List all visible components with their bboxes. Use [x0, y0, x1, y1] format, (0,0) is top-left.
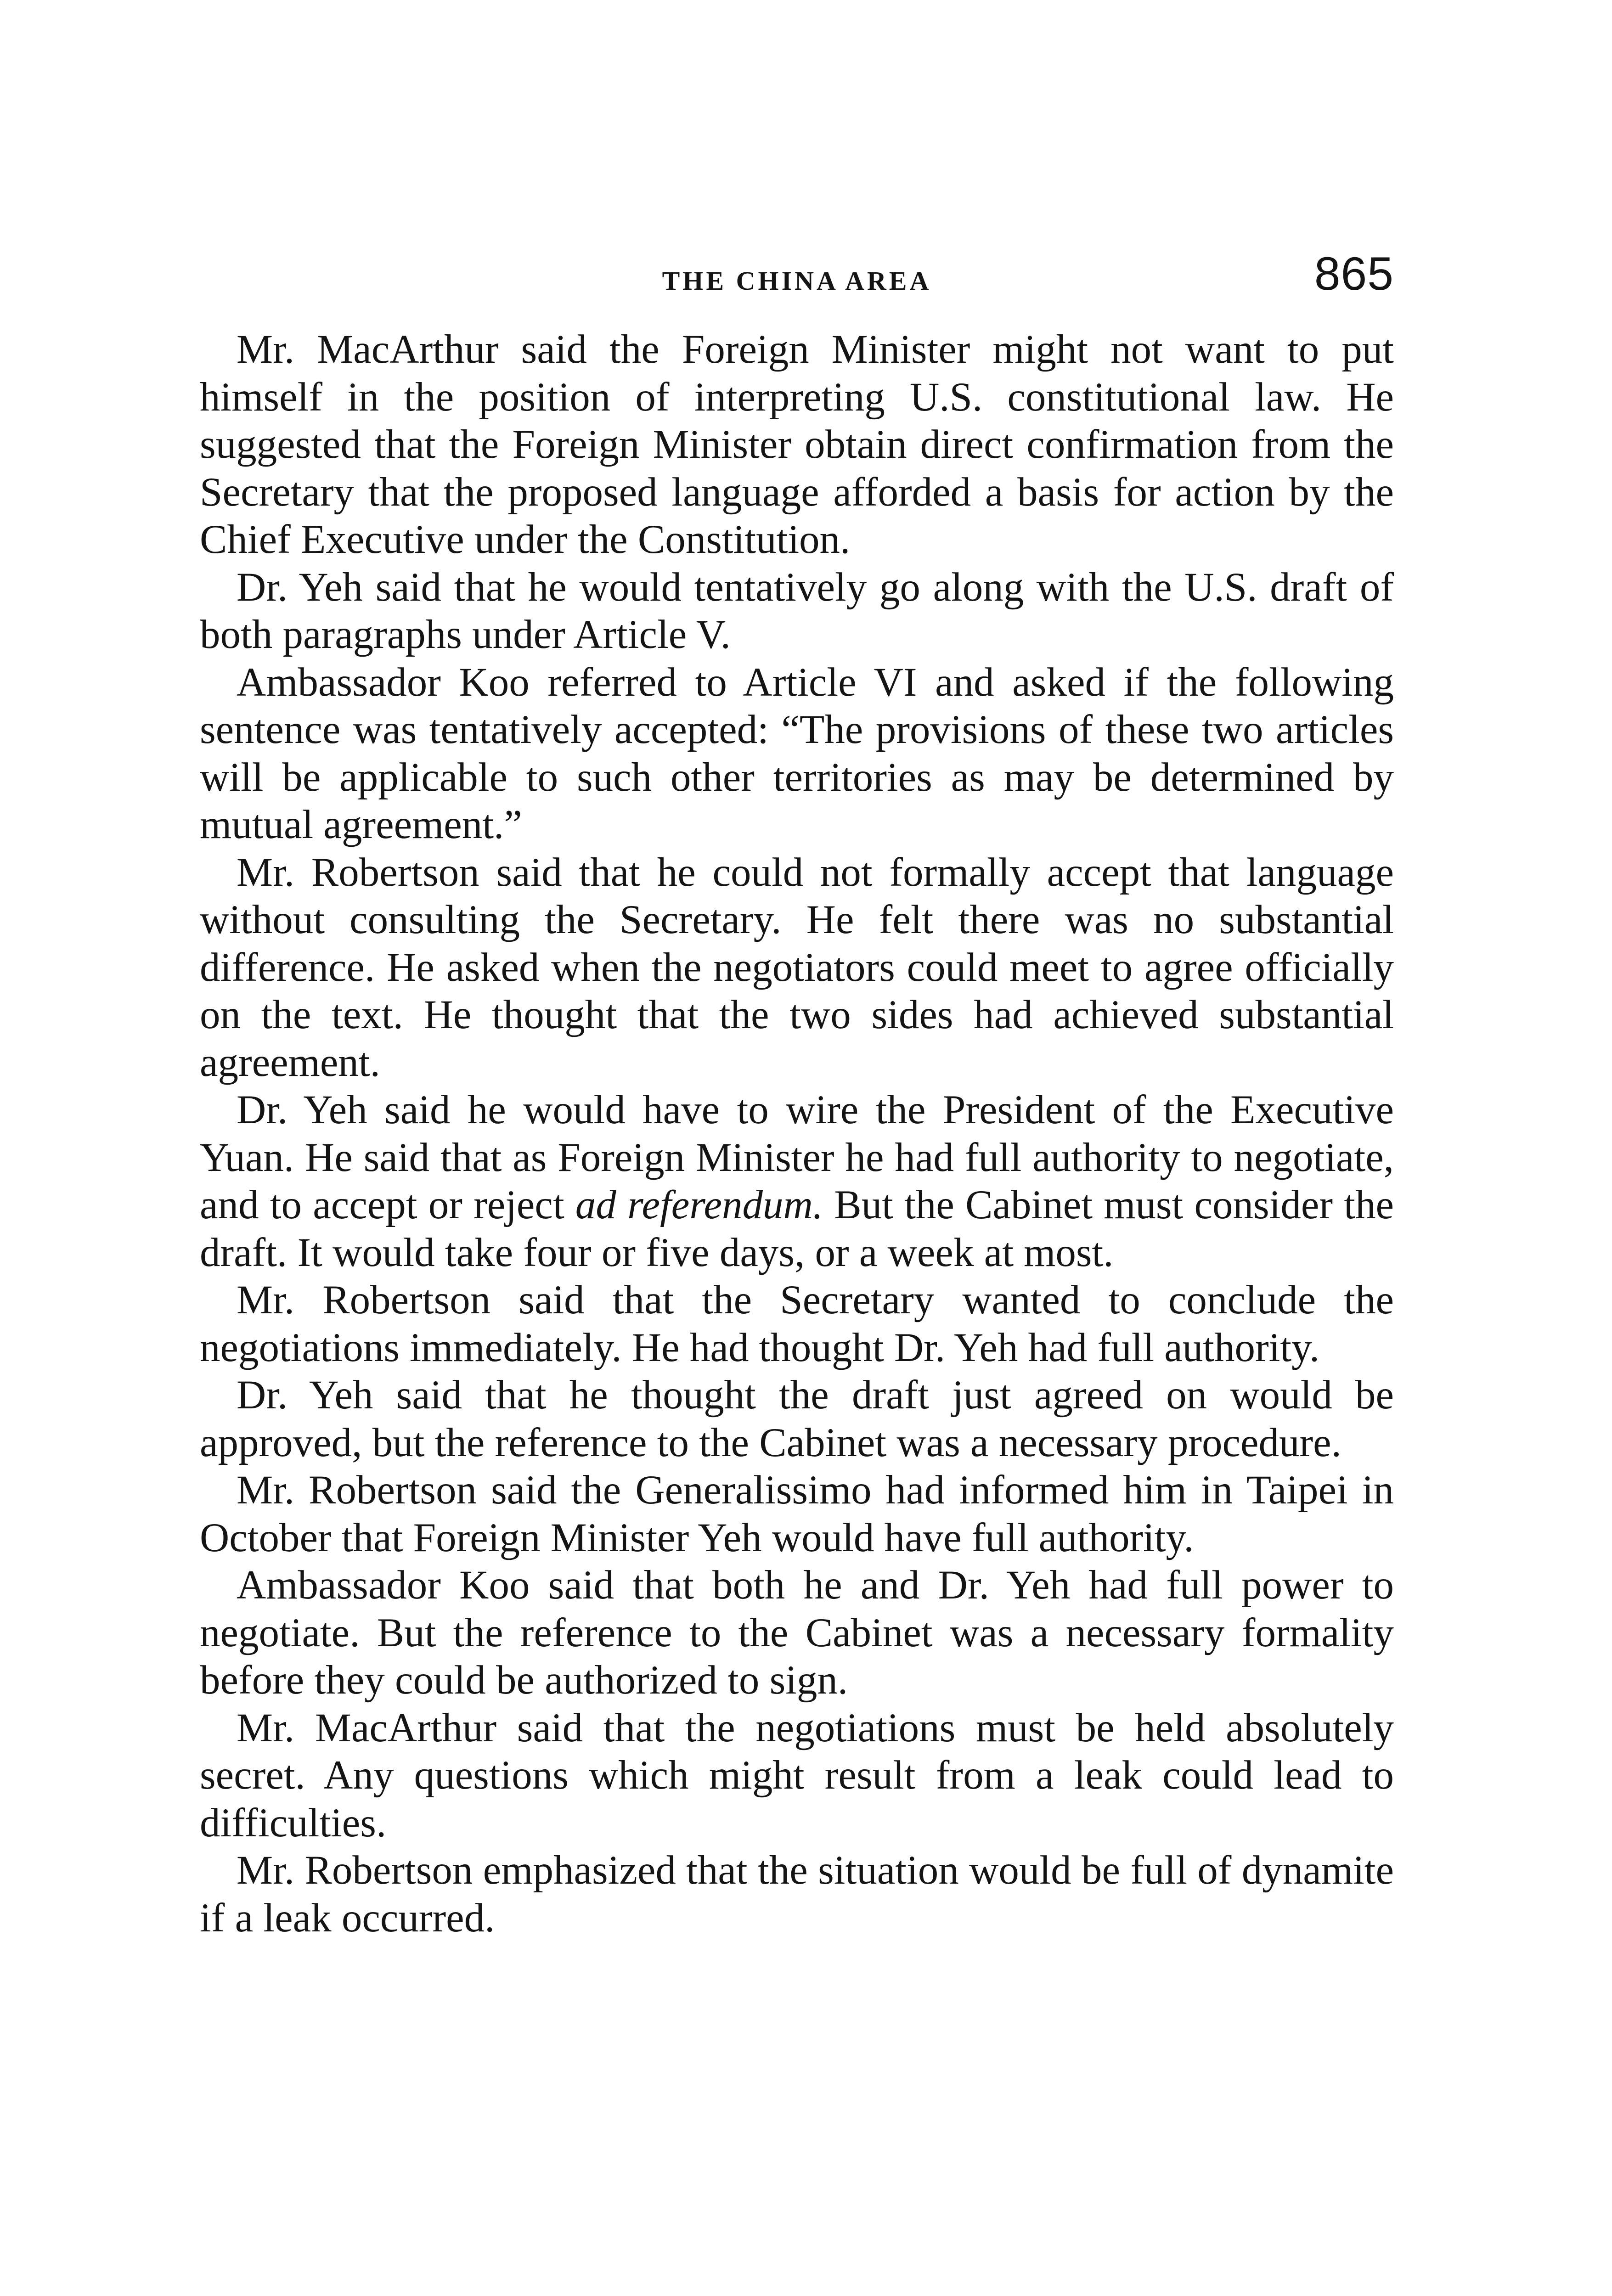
paragraph-yeh-executive-yuan	[200, 1086, 1394, 1277]
page-header	[200, 239, 1394, 303]
paragraph-koo-full-power: Ambassador Koo said that both he and Dr. Yeh had full power to negotiate. But the reference to the Cabinet was a necessary formality before they could be authorized to sign.	[200, 1563, 1394, 1703]
paragraph-robertson-dynamite: Mr. Robertson emphasized that the situation would be full of dynamite if a leak occurred.	[200, 1848, 1394, 1941]
paragraph-robertson-substantial-agreement: Mr. Robertson said that he could not formally accept that language without consulting the Secretary. He felt there was no substantial difference. He asked when the negotiators could meet to agree officially on the text. He thought that the two sides had achieved substantial agreement.	[200, 850, 1394, 1085]
paragraph-macarthur-secret: Mr. MacArthur said that the negotiations must be held absolutely secret. Any questions which might result from a leak could lead to difficulties.	[200, 1705, 1394, 1846]
paragraph-yeh-procedure: Dr. Yeh said that he thought the draft just agreed on would be approved, but the reference to the Cabinet was a necessary procedure.	[200, 1373, 1394, 1465]
italic-phrase: ad referendum.	[575, 1182, 823, 1227]
body-text	[200, 326, 1394, 1942]
paragraph-text-before: Dr. Yeh said he would have to wire the President of the Executive Yuan. He said that as Foreign Minister he had full authority to negotiate, and to accept or reject	[200, 1087, 1394, 1227]
paragraph-text-after: But the Cabinet must consider the draft. It would take four or five days, or a week at most.	[200, 1182, 1394, 1275]
running-title: THE CHINA AREA	[662, 266, 932, 296]
paragraph-robertson-generalissimo: Mr. Robertson said the Generalissimo had informed him in Taipei in October that Foreign Minister Yeh would have full authority.	[200, 1468, 1394, 1560]
paragraph-robertson-conclude: Mr. Robertson said that the Secretary wanted to conclude the negotiations immediately. He had thought Dr. Yeh had full authority.	[200, 1277, 1394, 1370]
paragraph-yeh-article-v: Dr. Yeh said that he would tentatively go along with the U.S. draft of both paragraphs under Article V.	[200, 564, 1394, 657]
paragraph-macarthur-constitutional-law: Mr. MacArthur said the Foreign Minister might not want to put himself in the position of interpreting U.S. constitutional law. He suggested that the Foreign Minister obtain direct confirmation from the Secretary that the proposed language afforded a basis for action by the Chief Executive under the Constitution.	[200, 327, 1394, 562]
page-number: 865	[1314, 248, 1394, 300]
paragraph-koo-article-vi: Ambassador Koo referred to Article VI and asked if the following sentence was tentatively accepted: “The provisions of these two articles will be applicable to such other territories as may be determined by mutual agreement.”	[200, 659, 1394, 847]
